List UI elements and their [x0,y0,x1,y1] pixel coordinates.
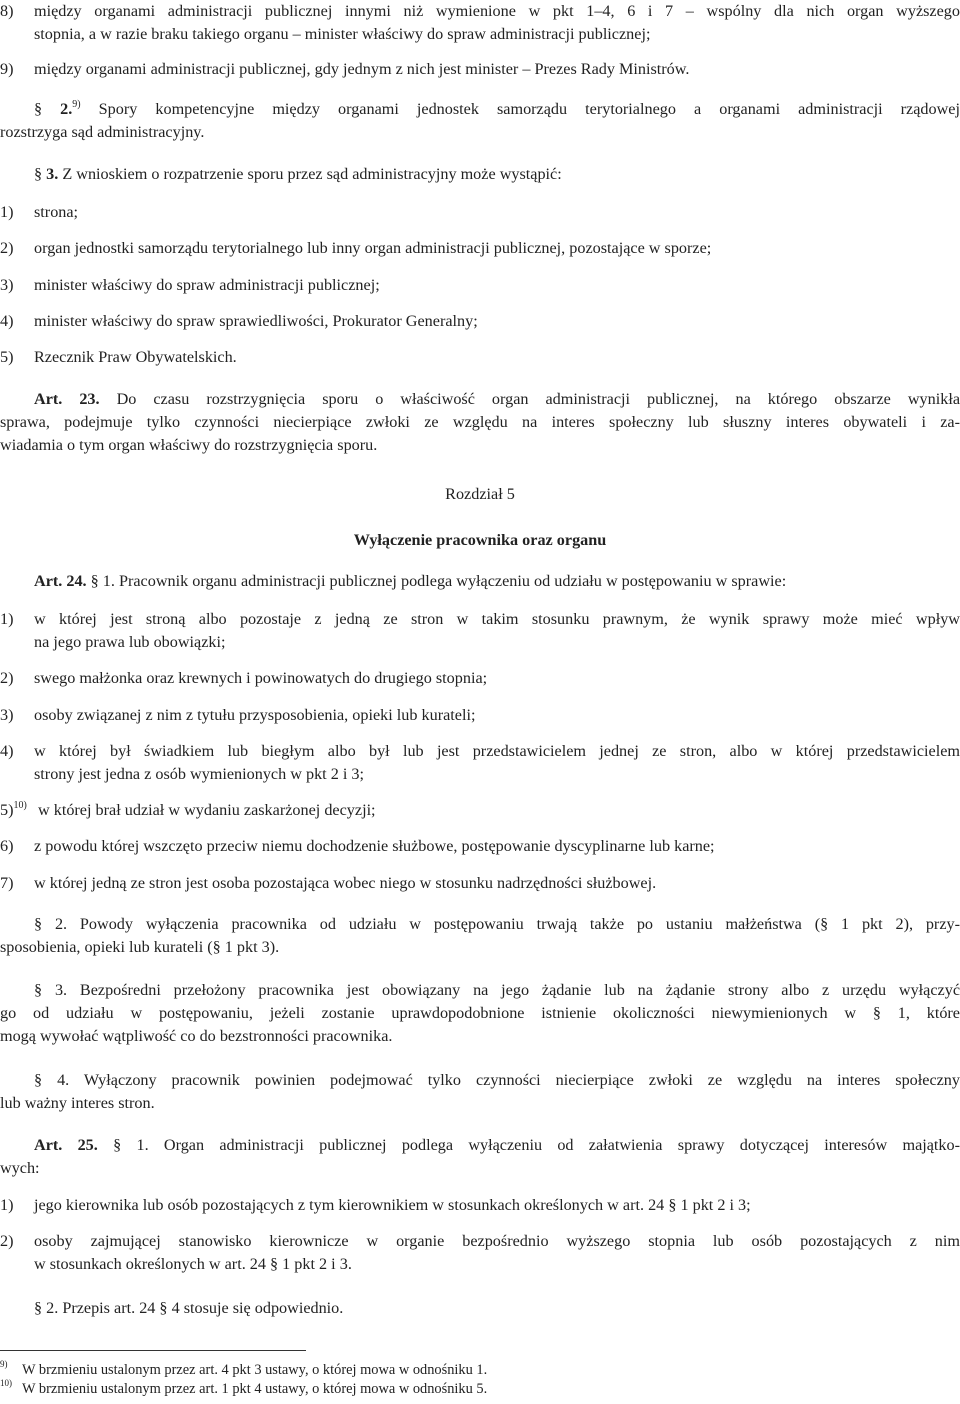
chapter-title: Rozdział 5 [445,485,515,503]
article-text: wych: [0,1159,40,1177]
list-text: stopnia, a w razie braku takiego organu – minister właściwy do spraw administracji publicznej; [34,25,651,43]
paragraph-mark: § [34,1299,43,1317]
list-text: w której brał udział w wydaniu zaskarżonej decyzji; [38,801,376,819]
paragraph-number: 3. [46,165,59,183]
article-text: Art. 25. § 1. Organ administracji publicznej podlega wyłączeniu od załatwienia sprawy dotyczącej interesów majątko- [34,1136,960,1154]
article-text: sprawa, podejmuje tylko czynności niecierpiące zwłoki ze względu na interes społeczny lub słuszny interes obywateli i za- [0,413,960,431]
list-number: 4) [0,742,14,760]
paragraph-text: § 3. Bezpośredni przełożony pracownika jest obowiązany na jego żądanie lub na żądanie strony albo z urzędu wyłączyć [34,981,960,999]
paragraph-text: rozstrzyga sąd administracyjny. [0,123,205,141]
list-text: organ jednostki samorządu terytorialnego lub inny organ administracji publicznej, pozostające w sporze; [34,239,712,257]
chapter-subtitle: Wyłączenie pracownika oraz organu [353,531,607,549]
article-text: wiadamia o tym organ właściwy do rozstrzygnięcia sporu. [0,436,378,454]
paragraph-mark: § [34,981,43,999]
article-label: Art. 23. [34,390,100,408]
list-text: z powodu której wszczęto przeciw niemu dochodzenie służbowe, postępowanie dyscyplinarne lub karne; [34,837,715,855]
list-text: na jego prawa lub obowiązki; [34,633,226,651]
list-number: 2) [0,669,14,687]
article-label: Art. 24. [34,572,87,590]
article-text: Art. 24. § 1. Pracownik organu administracji publicznej podlega wyłączeniu od udziału w postępowaniu w sprawie: [34,572,787,590]
footnote-ref: 10) [13,799,27,811]
list-number: 1) [0,203,14,221]
list-number: 5)$^{10)}$ [0,799,27,819]
list-text: swego małżonka oraz krewnych i powinowatych do drugiego stopnia; [34,669,488,687]
list-number: 1) [0,1196,14,1214]
list-text: w której jedną ze stron jest osoba pozostająca wobec niego w stosunku nadrzędności służbowej. [34,874,657,892]
list-text: minister właściwy do spraw sprawiedliwości, Prokurator Generalny; [34,312,478,330]
list-number: 1) [0,610,14,628]
list-number: 7) [0,874,14,892]
paragraph-mark: § [34,915,43,933]
list-text: jego kierownika lub osób pozostających z tym kierownikiem w stosunkach określonych w art. 24 § 1 pkt 2 i 3; [34,1196,751,1214]
paragraph-number: 2. [60,100,73,118]
list-text: w której był świadkiem lub biegłym albo był lub jest przedstawicielem jednej ze stron, albo w której przedstawicielem [34,742,960,760]
footnote-number: 10) [0,1378,12,1389]
list-text: strony jest jedna z osób wymienionych w pkt 2 i 3; [34,765,365,783]
list-text: minister właściwy do spraw administracji publicznej; [34,276,380,294]
paragraph-text: lub ważny interes stron. [0,1094,155,1112]
list-number: 8) [0,2,14,20]
paragraph-text: § 2.$^{9)}$ Spory kompetencyjne między organami jednostek samorządu terytorialnego a organami administracji rządowej [34,98,960,118]
paragraph-text: mogą wywołać wątpliwość co do bezstronności pracownika. [0,1027,393,1045]
footnote-divider [0,1350,306,1351]
paragraph-text: § 3. Z wnioskiem o rozpatrzenie sporu przez sąd administracyjny może wystąpić: [34,165,562,183]
paragraph-mark: § [34,100,43,118]
list-text: między organami administracji publicznej, gdy jednym z nich jest minister – Prezes Rady Ministrów. [34,60,690,78]
list-number: 3) [0,276,14,294]
list-number: 2) [0,239,14,257]
list-number: 9) [0,60,14,78]
list-text: osoby związanej z nim z tytułu przysposobienia, opieki lub kurateli; [34,706,476,724]
paragraph-mark: § [90,572,99,590]
list-number: 6) [0,837,14,855]
paragraph-text: sposobienia, opieki lub kurateli (§ 1 pkt 3). [0,938,280,956]
footnote-text: W brzmieniu ustalonym przez art. 4 pkt 3 ustawy, o której mowa w odnośniku 1. [22,1362,488,1378]
article-label: Art. 25. [34,1136,98,1154]
paragraph-mark: § [34,165,43,183]
paragraph-text: go od udziału w postępowaniu, jeżeli zostanie uprawdopodobnione istnienie okoliczności niewymienionych w § 1, które [0,1004,960,1022]
footnote-text: W brzmieniu ustalonym przez art. 1 pkt 4 ustawy, o której mowa w odnośniku 5. [22,1381,488,1397]
paragraph-text: § 2. Przepis art. 24 § 4 stosuje się odpowiednio. [34,1299,344,1317]
list-number: 2) [0,1232,14,1250]
paragraph-mark: § [113,1136,122,1154]
list-text: między organami administracji publicznej innymi niż wymienione w pkt 1–4, 6 i 7 – wspólny dla nich organ wyższego [34,2,960,20]
list-text: osoby zajmującej stanowisko kierownicze w organie bezpośrednio wyższego stopnia lub osób pozostających z nim [34,1232,960,1250]
list-text: strona; [34,203,79,221]
list-number: 5) [0,348,14,366]
list-number: 3) [0,706,14,724]
paragraph-text: § 2. Powody wyłączenia pracownika od udziału w postępowaniu trwają także po ustaniu małżeństwa (§ 1 pkt 2), przy- [34,915,960,933]
paragraph-text: § 4. Wyłączony pracownik powinien podejmować tylko czynności niecierpiące zwłoki ze względu na interes społeczny [34,1071,960,1089]
list-number: 4) [0,312,14,330]
list-text: w stosunkach określonych w art. 24 § 1 pkt 2 i 3. [34,1255,352,1273]
article-text: Art. 23. Do czasu rozstrzygnięcia sporu o właściwość organ administracji publicznej, na którego obszarze wynikła [34,390,960,408]
list-text: w której jest stroną albo pozostaje z jedną ze stron w takim stosunku prawnym, że wynik sprawy może mieć wpływ [34,610,960,628]
footnote-number: 9) [0,1359,8,1370]
footnote-ref: 9) [72,98,81,110]
list-text: Rzecznik Praw Obywatelskich. [34,348,237,366]
paragraph-mark: § [34,1071,43,1089]
